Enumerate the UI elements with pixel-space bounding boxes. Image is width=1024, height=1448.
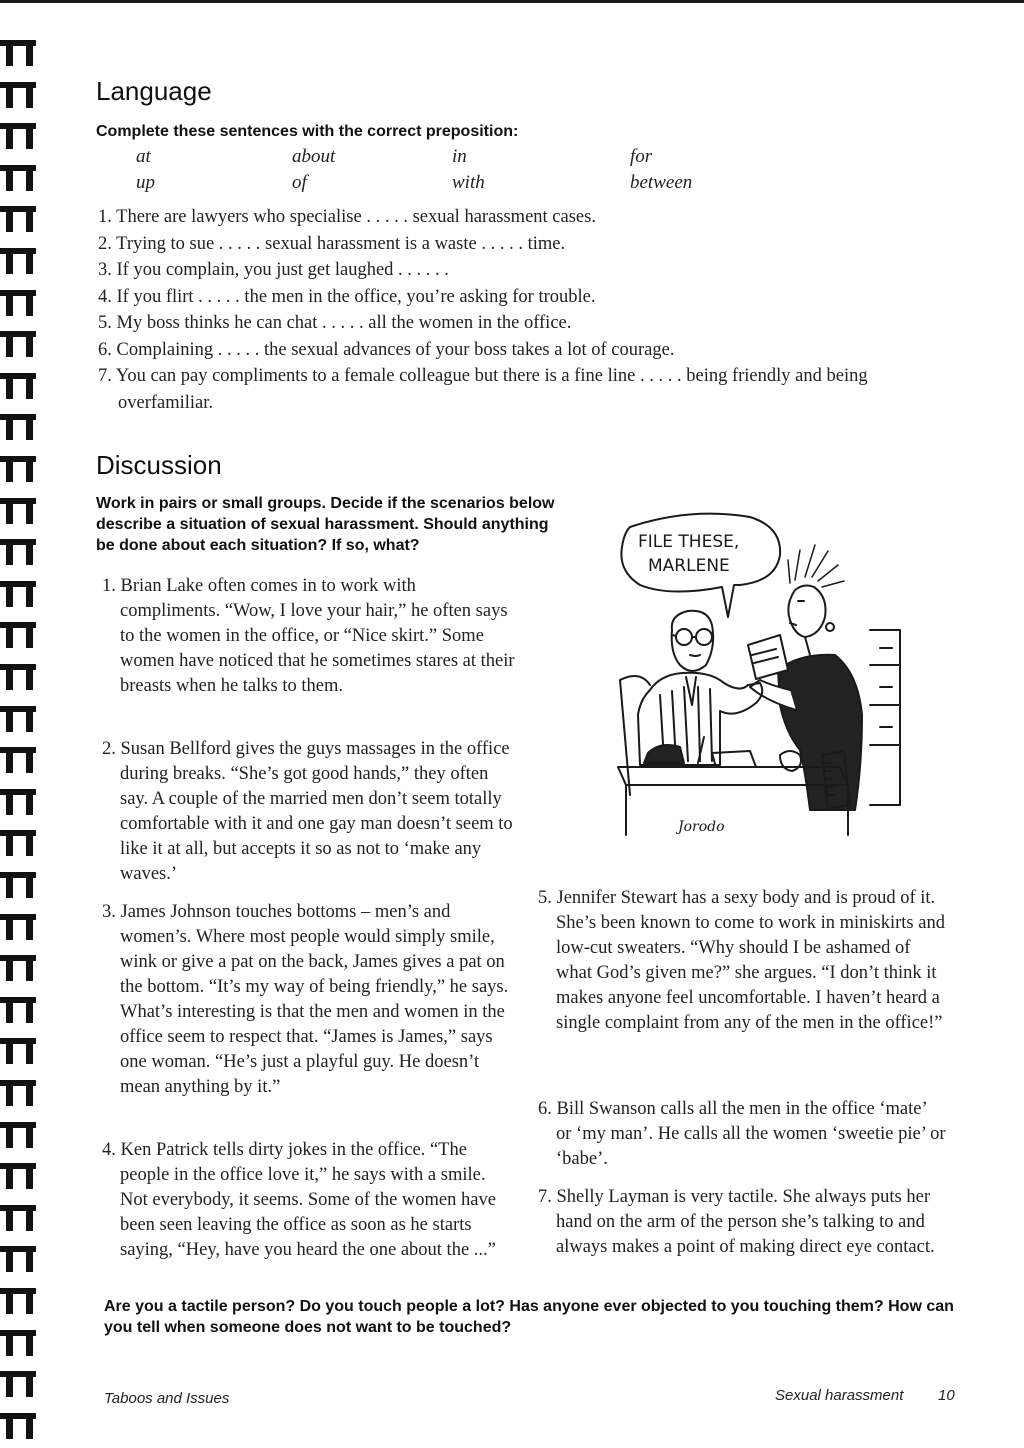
- binding-ring: [0, 1246, 36, 1272]
- binding-ring: [0, 373, 36, 399]
- closing-question: Are you a tactile person? Do you touch people a lot? Has anyone ever objected to you touching them? How can you tell when someone does not want to be touched?: [104, 1298, 954, 1336]
- exercise-sentence: 4. If you flirt . . . . . the men in the office, you’re asking for trouble.: [98, 286, 596, 307]
- office-cartoon-illustration: [600, 505, 930, 850]
- exercise-sentence: 6. Complaining . . . . . the sexual advances of your boss takes a lot of courage.: [98, 339, 675, 360]
- preposition-option: about: [292, 146, 336, 167]
- binding-ring: [0, 1163, 36, 1189]
- binding-ring: [0, 1038, 36, 1064]
- language-heading: Language: [96, 76, 212, 106]
- exercise-sentence: 7. You can pay compliments to a female colleague but there is a fine line . . . . . being friendly and being overfamiliar.: [98, 366, 868, 413]
- preposition-option: up: [136, 172, 155, 193]
- scenario-item: 1. Brian Lake often comes in to work with compliments. “Wow, I love your hair,” he often says to the women in the office, or “Nice skirt.” Some women have noticed that he sometimes stares at their breasts when he talks to them.: [102, 576, 515, 696]
- binding-ring: [0, 1413, 36, 1439]
- exercise-sentence: 5. My boss thinks he can chat . . . . . all the women in the office.: [98, 313, 572, 333]
- binding-ring: [0, 539, 36, 565]
- scenario-item: 7. Shelly Layman is very tactile. She always puts her hand on the arm of the person she’s talking to and always makes a point of making direct eye contact.: [538, 1187, 935, 1257]
- cartoonist-signature: Jorodo: [678, 819, 725, 835]
- binding-ring: [0, 789, 36, 815]
- footer-book-title: Taboos and Issues: [104, 1390, 230, 1407]
- exercise-sentence: 3. If you complain, you just get laughed . . . . . .: [98, 260, 449, 280]
- binding-ring: [0, 290, 36, 316]
- binding-ring: [0, 664, 36, 690]
- preposition-option: between: [630, 172, 693, 193]
- binding-ring: [0, 1205, 36, 1231]
- binding-ring: [0, 123, 36, 149]
- footer-unit-title: Sexual harassment: [775, 1387, 904, 1404]
- binding-ring: [0, 206, 36, 232]
- discussion-instruction: Work in pairs or small groups. Decide if the scenarios below describe a situation of sexual harassment. Should anything be done about each situation? If so, what?: [96, 495, 555, 554]
- binding-ring: [0, 82, 36, 108]
- binding-ring: [0, 498, 36, 524]
- exercise-sentence: 2. Trying to sue . . . . . sexual harassment is a waste . . . . . time.: [98, 233, 566, 254]
- binding-ring: [0, 581, 36, 607]
- binding-ring: [0, 914, 36, 940]
- speech-text-line2: MARLENE: [648, 556, 730, 576]
- binding-ring: [0, 997, 36, 1023]
- top-border: [0, 0, 1024, 3]
- scenario-item: 2. Susan Bellford gives the guys massages in the office during breaks. “She’s got good hands,” they often say. A couple of the married men don’t seem totally comfortable with it and one gay man doesn’t seem to like it at all, but accepts it so as not to ‘make any waves.’: [102, 739, 513, 884]
- binding-ring: [0, 165, 36, 191]
- binding-ring: [0, 955, 36, 981]
- scenario-item: 3. James Johnson touches bottoms – men’s and women’s. Where most people would simply smile, wink or give a pat on the back, James gives a pat on the bottom. “It’s my way of being friendly,” he says. What’s interesting is that the men and women in the office seem to respect that. “James is James,” says one woman. “He’s just a playful guy. He doesn’t mean anything by it.”: [102, 902, 509, 1097]
- scenario-item: 4. Ken Patrick tells dirty jokes in the office. “The people in the office love it,” he says with a smile. Not everybody, it seems. Some of the women have been seen leaving the office as soon as he starts saying, “Hey, have you heard the one about the ...”: [102, 1140, 496, 1260]
- binding-ring: [0, 331, 36, 357]
- language-instruction: Complete these sentences with the correct preposition:: [96, 123, 519, 140]
- speech-text-line1: FILE THESE,: [638, 532, 740, 552]
- exercise-sentences: [98, 204, 918, 416]
- binding-ring: [0, 872, 36, 898]
- scenario-item: 6. Bill Swanson calls all the men in the office ‘mate’ or ‘my man’. He calls all the women ‘sweetie pie’ or ‘babe’.: [538, 1099, 946, 1169]
- preposition-option: of: [292, 172, 307, 193]
- binding-ring: [0, 456, 36, 482]
- binding-ring: [0, 414, 36, 440]
- binding-ring: [0, 1371, 36, 1397]
- preposition-option: at: [136, 146, 151, 167]
- page-number: 10: [938, 1387, 955, 1404]
- binding-ring: [0, 747, 36, 773]
- binding-ring: [0, 1080, 36, 1106]
- binding-ring: [0, 622, 36, 648]
- binding-ring: [0, 706, 36, 732]
- binding-ring: [0, 830, 36, 856]
- preposition-option: in: [452, 146, 467, 167]
- scenario-item: 5. Jennifer Stewart has a sexy body and is proud of it. She’s been known to come to work in miniskirts and low-cut sweaters. “Why should I be ashamed of what God’s given me?” she argues. “I don’t think it makes anyone feel uncomfortable. I haven’t heard a single complaint from any of the men in the office!”: [538, 888, 945, 1033]
- preposition-option: for: [630, 146, 653, 167]
- binding-ring: [0, 1288, 36, 1314]
- preposition-option: with: [452, 172, 485, 193]
- binding-ring: [0, 40, 36, 66]
- exercise-sentence: 1. There are lawyers who specialise . . . . . sexual harassment cases.: [98, 207, 596, 227]
- discussion-heading: Discussion: [96, 450, 222, 480]
- spiral-binding: [0, 30, 40, 1440]
- binding-ring: [0, 1330, 36, 1356]
- binding-ring: [0, 1122, 36, 1148]
- binding-ring: [0, 248, 36, 274]
